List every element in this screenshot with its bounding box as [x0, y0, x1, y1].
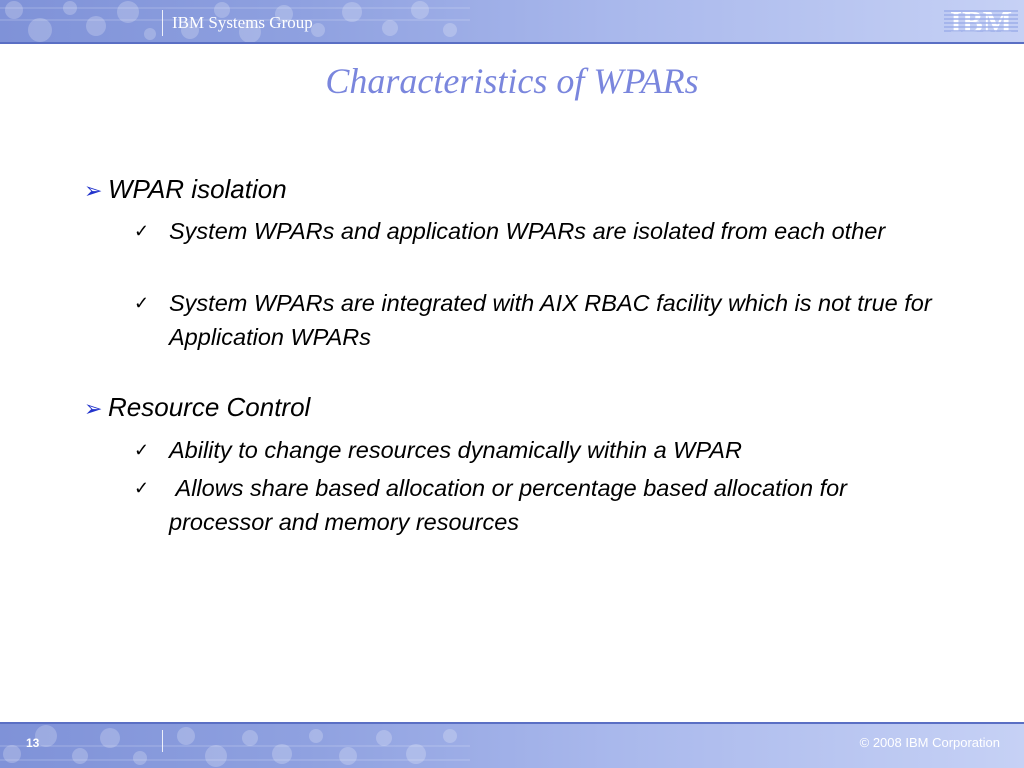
arrow-bullet-icon: ➢ [84, 396, 103, 421]
copyright-notice: © 2008 IBM Corporation [859, 735, 1000, 750]
checkmark-icon: ✓ [134, 478, 150, 498]
list-item-text: System WPARs and application WPARs are isolated from each other [169, 218, 886, 244]
section-heading [84, 174, 287, 205]
list-item-text: System WPARs are integrated with AIX RBAC facility which is not true for Application WPARs [169, 290, 932, 350]
checkmark-icon: ✓ [134, 293, 150, 313]
list-item [134, 471, 934, 539]
list-item-text: Allows share based allocation or percentage based allocation for processor and memory resources [169, 475, 854, 535]
footer-divider [162, 730, 163, 752]
list-item [134, 214, 934, 248]
footer-pattern [0, 724, 470, 768]
section-heading-text: Resource Control [108, 392, 311, 422]
section-heading [84, 392, 310, 423]
ibm-logo-text: IBM [950, 5, 1012, 37]
slide-title: Characteristics of WPARs [325, 61, 699, 101]
list-item [134, 433, 934, 467]
footer-band [0, 724, 1024, 768]
arrow-bullet-icon: ➢ [84, 178, 103, 203]
section-heading-text: WPAR isolation [108, 174, 287, 204]
header-title: IBM Systems Group [172, 13, 313, 32]
page-number: 13 [26, 736, 40, 750]
checkmark-icon: ✓ [134, 440, 150, 460]
list-item-text: Ability to change resources dynamically within a WPAR [169, 437, 742, 463]
list-item [134, 286, 934, 354]
checkmark-icon: ✓ [134, 221, 150, 241]
